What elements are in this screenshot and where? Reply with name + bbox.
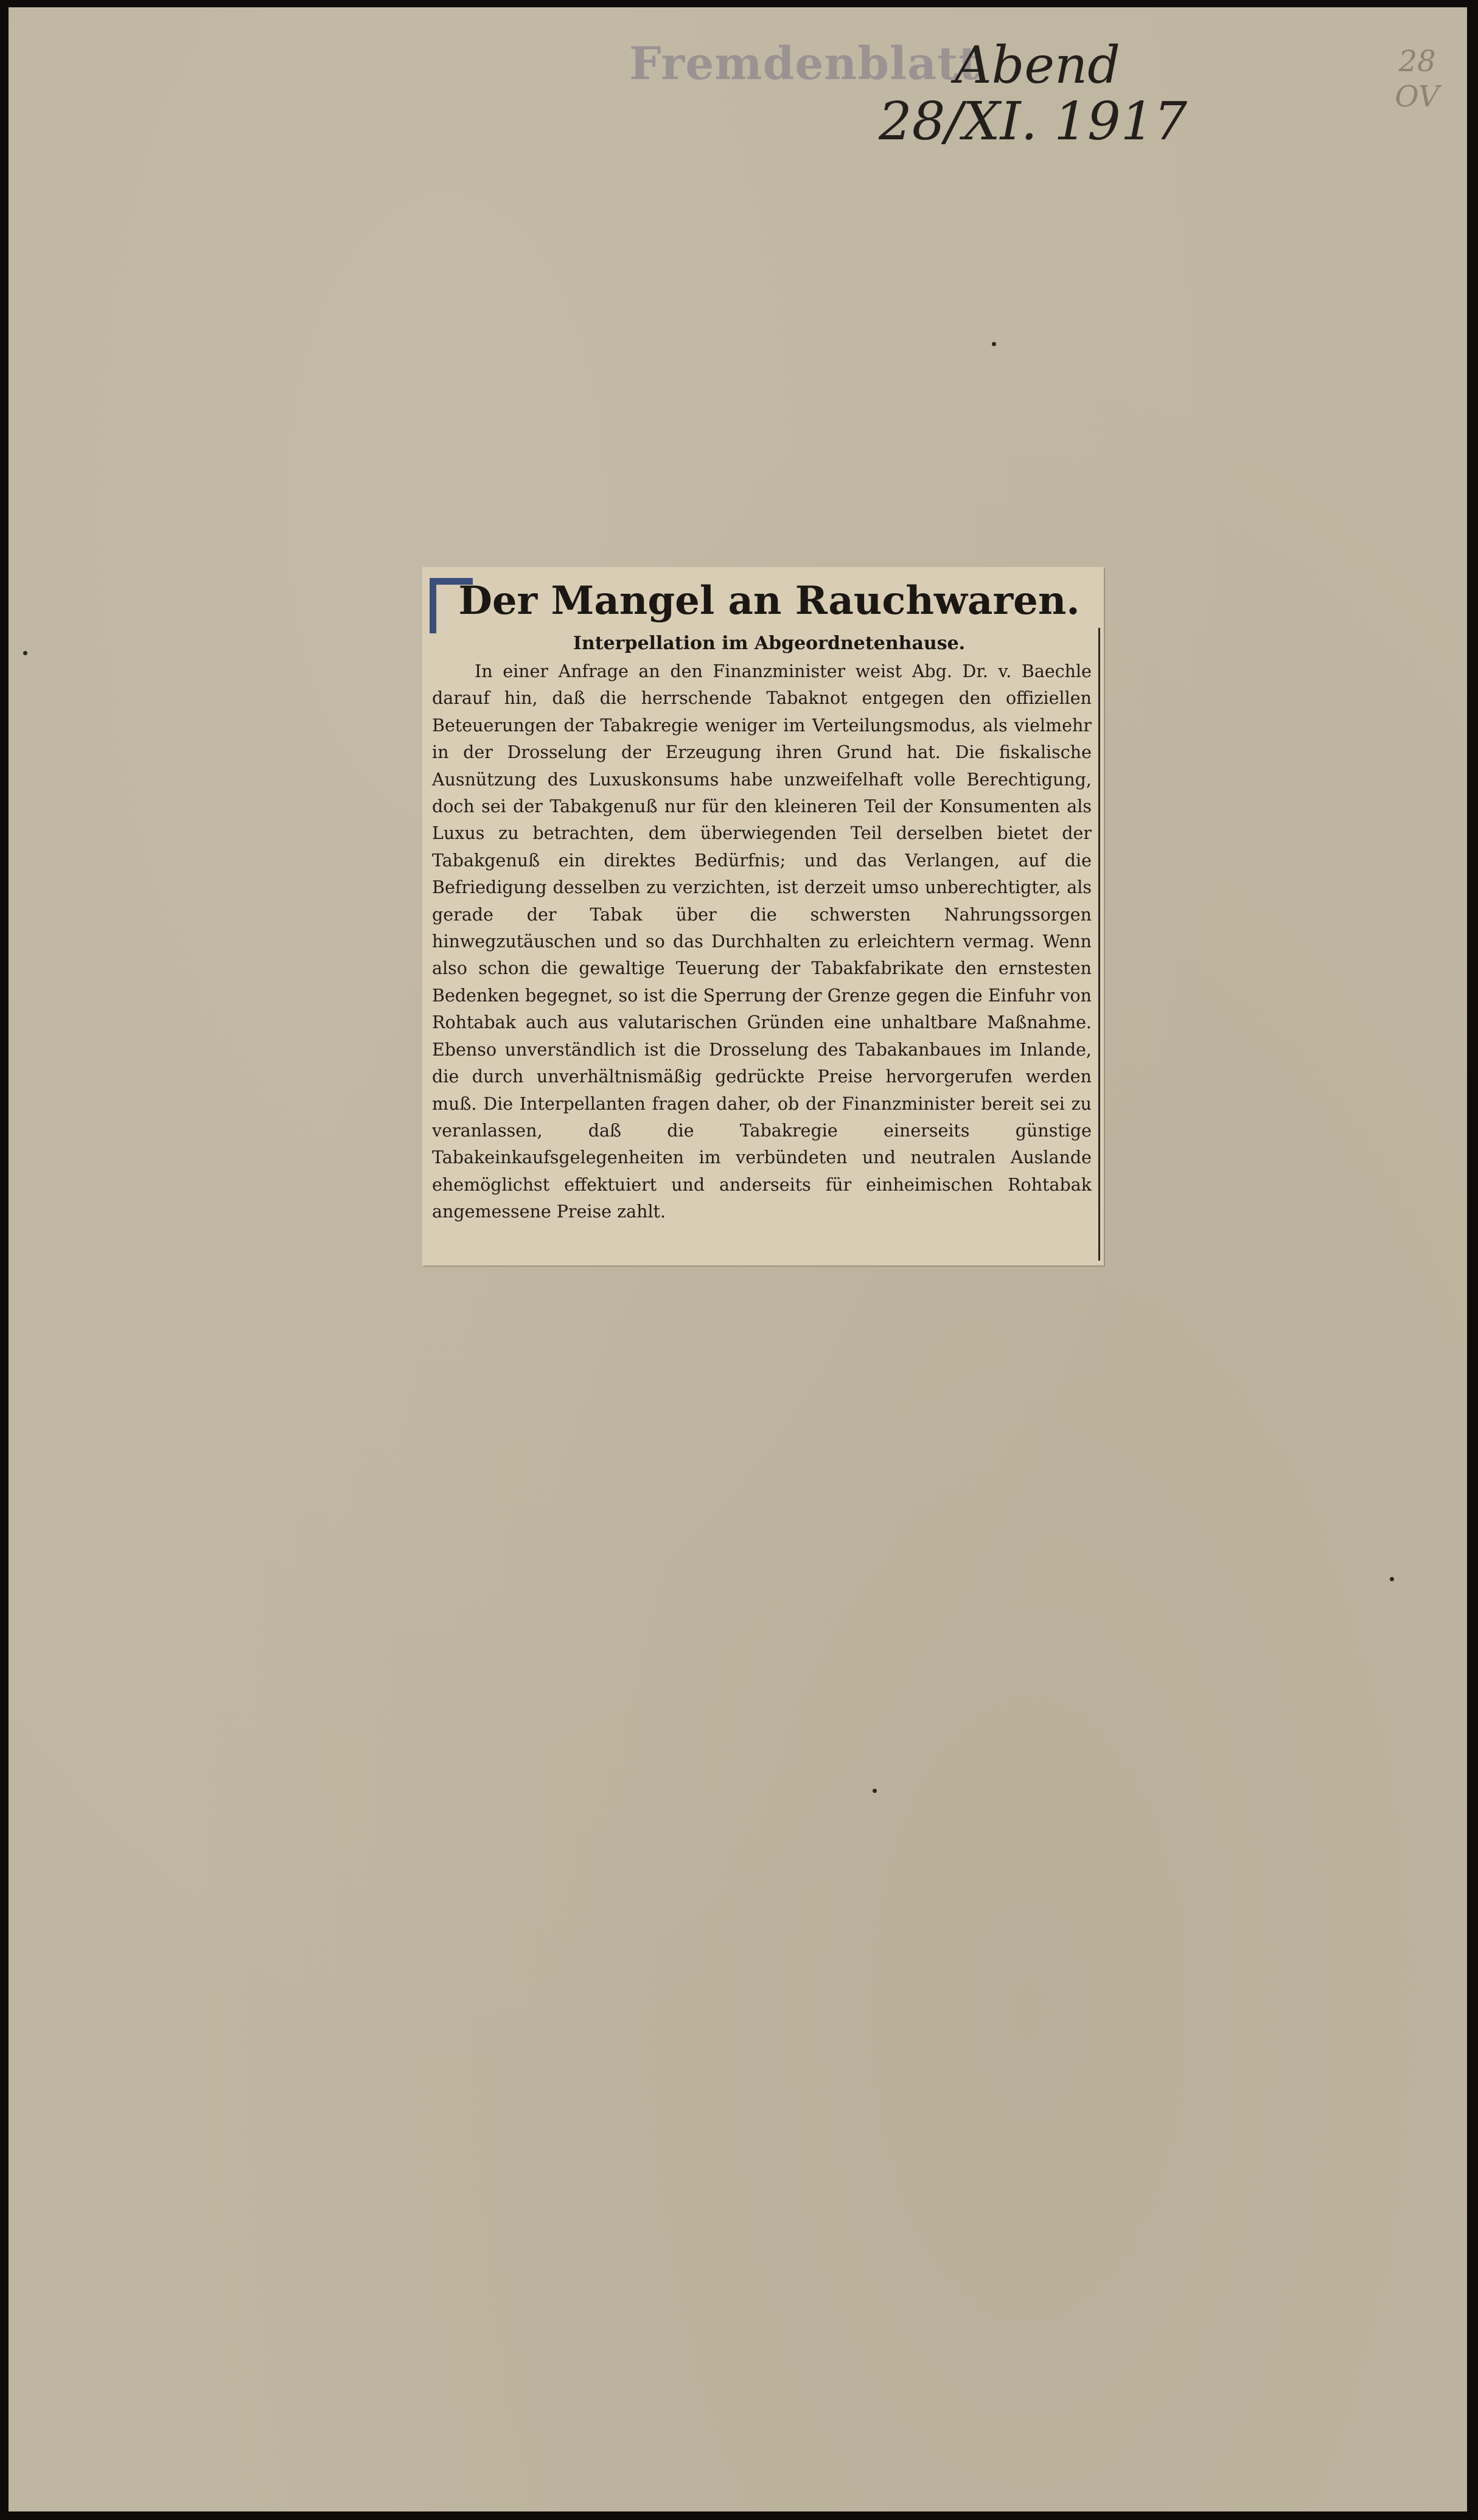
corner-note: 28 OV [1395, 44, 1440, 114]
paper-speck [23, 651, 27, 655]
handwritten-edition: Abend [955, 35, 1121, 95]
article-body: In einer Anfrage an den Finanzminister weist Abg. Dr. v. Baechle darauf hin, daß die herrschende Tabaknot entgegen den offiziellen Beteuerungen der Tabakregie weniger im Verteilungsmodus, als vielmehr in der Drosselung der Erzeugung ihren Grund hat. Die fiskalische Ausnützung des Luxuskonsums habe unzweifelhaft volle Berechtigung, doch sei der Tabakgenuß nur für den kleineren Teil der Konsumenten als Luxus zu betrachten, dem überwiegenden Teil derselben bietet der Tabakgenuß ein direktes Bedürfnis; und das Verlangen, auf die Befriedigung desselben zu verzichten, ist derzeit umso unberechtigter, als gerade der Tabak über die schwersten Nahrungssorgen hinwegzutäuschen und so das Durchhalten zu erleichtern vermag. Wenn also schon die gewaltige Teuerung der Tabakfabrikate den ernstesten Bedenken begegnet, so ist die Sperrung der Grenze gegen die Einfuhr von Rohtabak auch aus valutarischen Gründen eine unhaltbare Maßnahme. Ebenso unverständlich ist die Drosselung des Tabakanbaues im Inlande, die durch unverhältnismäßig gedrückte Preise hervorgerufen werden muß. Die Interpellanten fragen daher, ob der Finanzminister bereit sei zu veranlassen, daß die Tabakregie einerseits günstige Tabakeinkaufsgelegenheiten im verbündeten und neutralen Auslande ehemöglichst effektuiert und anderseits für einheimischen Rohtabak angemessene Preise zahlt. [432, 661, 1092, 1222]
newspaper-clipping [422, 567, 1104, 1265]
paper-speck [992, 342, 996, 346]
archive-sheet [9, 7, 1467, 2511]
column-rule [1098, 628, 1100, 1261]
newspaper-stamp: Fremdenblatt [629, 38, 980, 90]
article-subheadline: Interpellation im Abgeordnetenhause. [573, 633, 966, 654]
paper-speck [1390, 1577, 1394, 1581]
paper-speck [873, 1789, 877, 1793]
article-headline: Der Mangel an Rauchwaren. [458, 578, 1080, 624]
handwritten-date: 28/XI. 1917 [879, 91, 1188, 152]
